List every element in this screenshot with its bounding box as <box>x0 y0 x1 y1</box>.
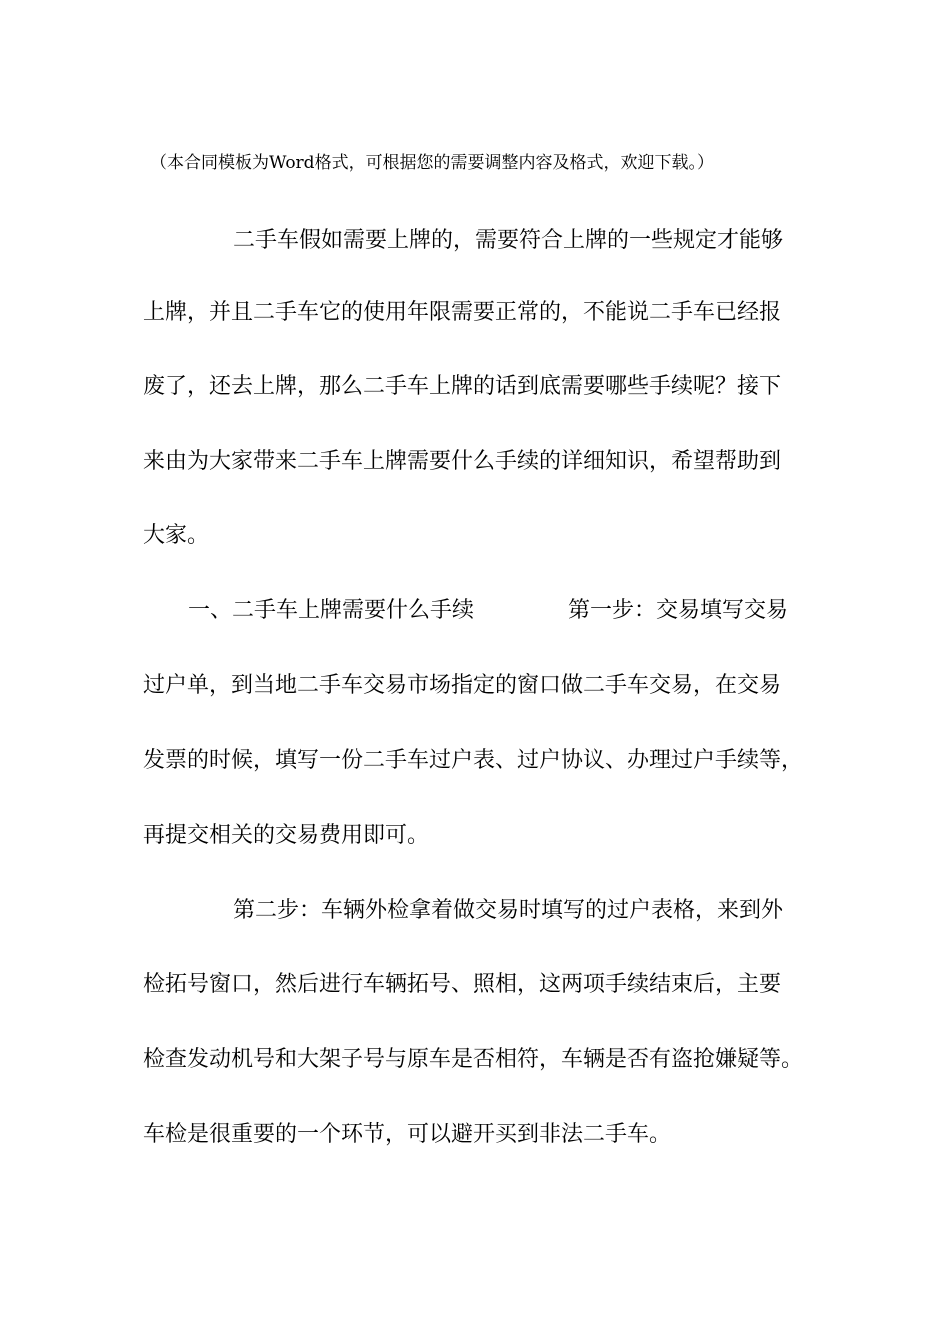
paragraph-line: 第二步：车辆外检拿着做交易时填写的过户表格，来到外 <box>233 898 784 923</box>
paragraph-line: 检拓号窗口，然后进行车辆拓号、照相，这两项手续结束后，主要 <box>143 972 782 997</box>
section-heading: 一、二手车上牌需要什么手续 <box>188 598 475 623</box>
paragraph-line: 来由为大家带来二手车上牌需要什么手续的详细知识，希望帮助到 <box>143 449 782 474</box>
paragraph-line: 废了，还去上牌，那么二手车上牌的话到底需要哪些手续呢？接下 <box>143 374 782 399</box>
paragraph-line: 上牌，并且二手车它的使用年限需要正常的，不能说二手车已经报 <box>143 300 782 325</box>
step-one-lead: 第一步：交易填写交易 <box>568 598 789 623</box>
paragraph-line: 发票的时候，填写一份二手车过户表、过户协议、办理过户手续等， <box>143 748 804 773</box>
paragraph-line: 车检是很重要的一个环节，可以避开买到非法二手车。 <box>143 1122 672 1147</box>
paragraph-line: 二手车假如需要上牌的，需要符合上牌的一些规定才能够 <box>233 228 784 253</box>
paragraph-line: 大家。 <box>143 523 210 548</box>
paragraph-line: 过户单，到当地二手车交易市场指定的窗口做二手车交易，在交易 <box>143 673 782 698</box>
paragraph-line: 检查发动机号和大架子号与原车是否相符，车辆是否有盗抢嫌疑等。 <box>143 1047 804 1072</box>
template-note: （本合同模板为Word格式，可根据您的需要调整内容及格式，欢迎下载。） <box>150 153 715 173</box>
paragraph-line: 再提交相关的交易费用即可。 <box>143 823 430 848</box>
